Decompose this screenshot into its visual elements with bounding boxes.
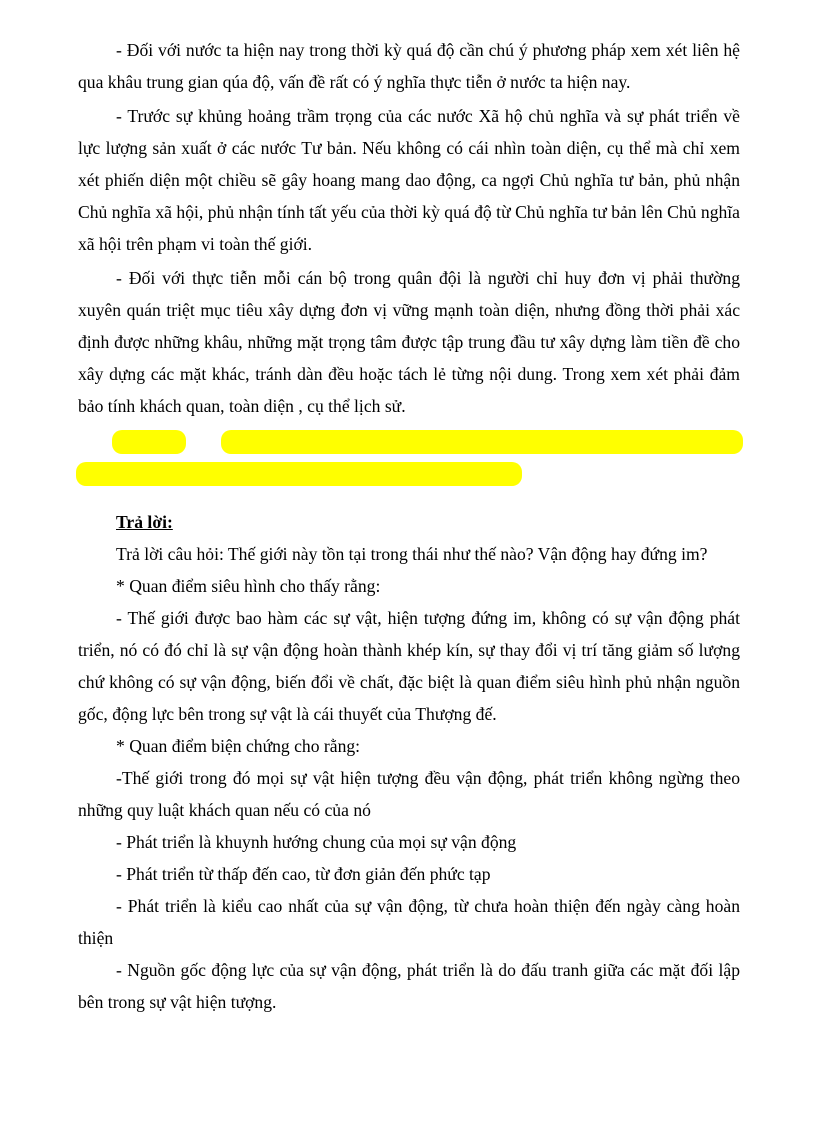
highlight-mark	[112, 430, 186, 454]
paragraph-development-source: - Nguồn gốc động lực của sự vận động, phát triển là do đấu tranh giữa các mặt đối lập bên trong sự vật hiện tượng.	[78, 960, 740, 1012]
paragraph-military-practice: - Đối với thực tiễn mỗi cán bộ trong quân đội là người chỉ huy đơn vị phải thường xuyên quán triệt mục tiêu xây dựng đơn vị vững mạnh toàn diện, nhưng đồng thời phải xác định được những khâu, những mặt trọng tâm được tập trung đầu tư xây dựng làm tiền đề cho xây dựng các mặt khác, tránh dàn đều hoặc tách lẻ từng nội dung. Trong xem xét phải đảm bảo tính khách quan, toàn diện , cụ thể lịch sử.	[78, 268, 740, 416]
document-body	[78, 34, 740, 1018]
paragraph-development-trend: - Phát triển là khuynh hướng chung của mọi sự vận động	[116, 832, 517, 852]
paragraph-development-highest: - Phát triển là kiểu cao nhất của sự vận động, từ chưa hoàn thiện đến ngày càng hoàn thiện	[78, 896, 740, 948]
highlight-mark	[76, 462, 522, 486]
paragraph-development-low-high: - Phát triển từ thấp đến cao, từ đơn giản đến phức tạp	[116, 864, 491, 884]
highlight-mark	[221, 430, 743, 454]
paragraph-metaphysical-view: - Thế giới được bao hàm các sự vật, hiện tượng đứng im, không có sự vận động phát triển, nó có đó chỉ là sự vận động hoàn thành khép kín, sự thay đổi vị trí tăng giảm số lượng chứ không có sự vận động, biến đổi về chất, đặc biệt là quan điểm siêu hình phủ nhận nguồn gốc, động lực bên trong sự vật là cái thuyết của Thượng đế.	[78, 608, 740, 724]
paragraph-dialectical-world: -Thế giới trong đó mọi sự vật hiện tượng đều vận động, phát triển không ngừng theo những quy luật khách quan nếu có của nó	[78, 768, 740, 820]
highlighted-redacted-question	[78, 422, 740, 486]
paragraph-transition-stage: - Đối với nước ta hiện nay trong thời kỳ quá độ cần chú ý phương pháp xem xét liên hệ qua khâu trung gian qúa độ, vấn đề rất có ý nghĩa thực tiễn ở nước ta hiện nay.	[78, 40, 740, 92]
paragraph-socialist-crisis: - Trước sự khủng hoảng trầm trọng của các nước Xã hộ chủ nghĩa và sự phát triển về lực lượng sản xuất ở các nước Tư bản. Nếu không có cái nhìn toàn diện, cụ thể mà chỉ xem xét phiến diện một chiều sẽ gây hoang mang dao động, ca ngợi Chủ nghĩa tư bản, phủ nhận Chủ nghĩa xã hội, phủ nhận tính tất yếu của thời kỳ quá độ từ Chủ nghĩa tư bản lên Chủ nghĩa xã hội trên phạm vi toàn thế giới.	[78, 106, 740, 254]
paragraph-dialectical-heading: * Quan điểm biện chứng cho rằng:	[116, 736, 361, 756]
answer-heading: Trả lời:	[116, 512, 173, 532]
paragraph-answer-question: Trả lời câu hỏi: Thế giới này tồn tại trong thái như thế nào? Vận động hay đứng im?	[116, 544, 708, 564]
paragraph-metaphysical-heading: * Quan điểm siêu hình cho thấy rằng:	[116, 576, 381, 596]
